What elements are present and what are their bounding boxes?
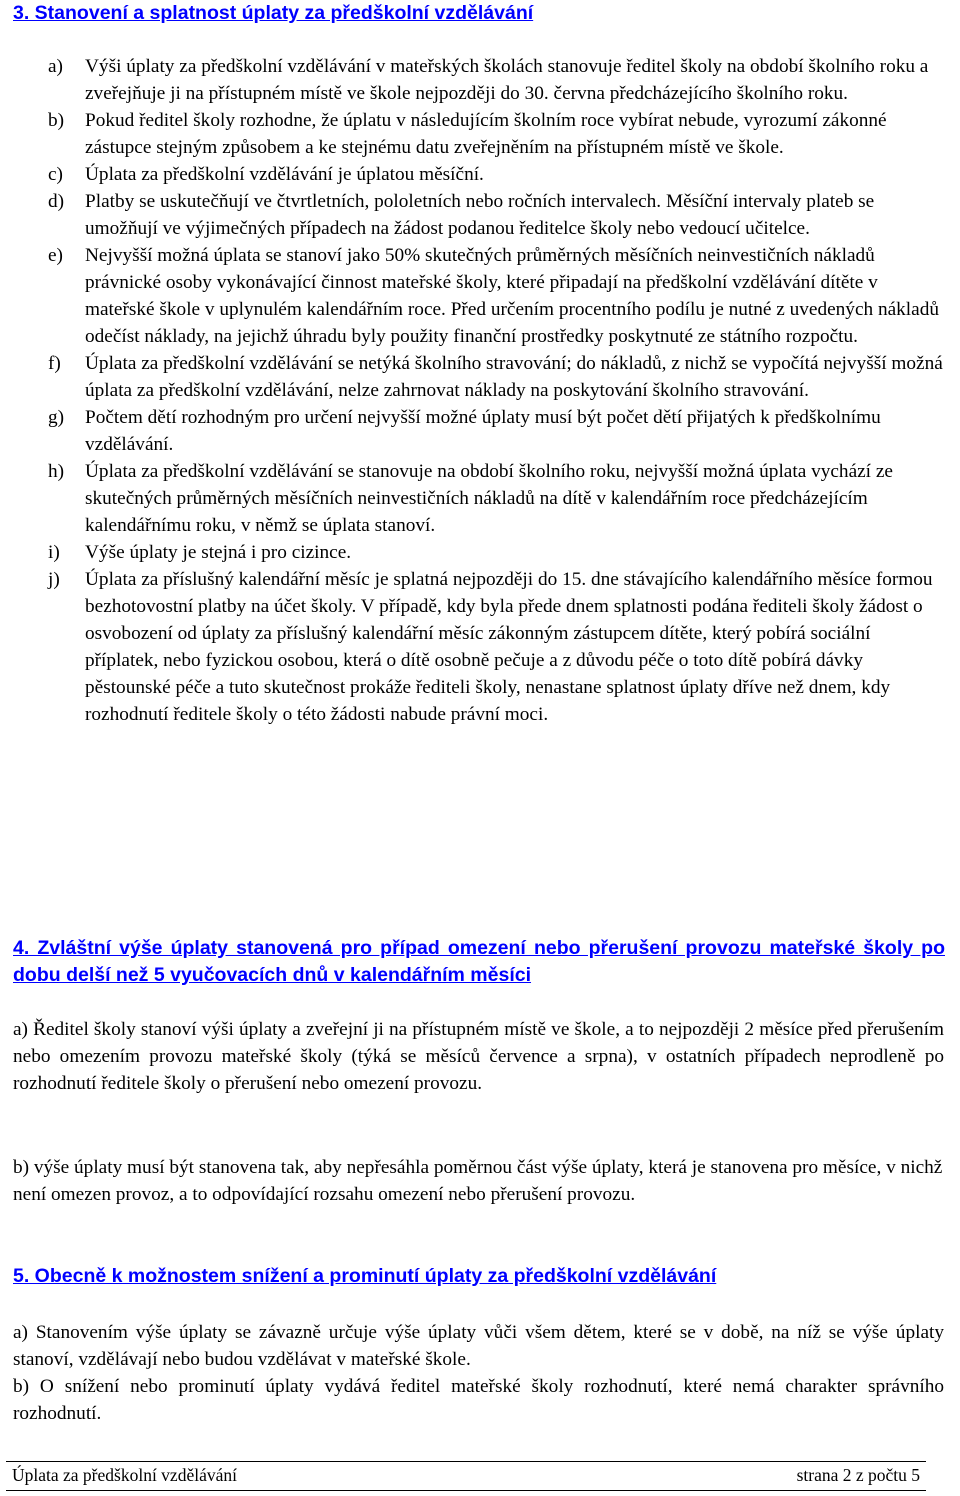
list-item <box>48 350 945 404</box>
section-4-heading: 4. Zvláštní výše úplaty stanovená pro případ omezení nebo přerušení provozu mateřské školy po dobu delší než 5 vyučovacích dnů v kalendářním měsíci <box>13 937 945 986</box>
list-item <box>48 539 945 566</box>
list-marker: d) <box>48 191 65 212</box>
list-marker: a) <box>48 56 63 77</box>
list-item <box>48 161 945 188</box>
list-item-text: Pokud ředitel školy rozhodne, že úplatu v následujícím školním roce vybírat nebude, vyrozumí zákonné zástupce stejným způsobem a ke stejnému datu zveřejněním na přístupném místě ve škole. <box>85 110 887 158</box>
list-item-text: Úplata za předškolní vzdělávání je úplatou měsíční. <box>85 164 484 185</box>
section-4-paragraph-a: a) Ředitel školy stanoví výši úplaty a zveřejní ji na přístupném místě ve škole, a to nejpozději 2 měsíce před přerušením nebo omezením provozu mateřské školy (týká se měsíců července a srpna), v ostatních případech neprodleně po rozhodnutí ředitele školy o přerušení nebo omezení provozu. <box>13 1019 944 1094</box>
list-marker: c) <box>48 164 63 185</box>
section-3-heading: 3. Stanovení a splatnost úplaty za předškolní vzdělávání <box>13 2 534 24</box>
section-5-paragraph-a: a) Stanovením výše úplaty se závazně určuje výše úplaty vůči všem dětem, které se v době, na níž se výše úplaty stanoví, vzdělávají nebo budou vzdělávat v mateřské škole. <box>13 1322 944 1370</box>
section-3-list <box>48 53 945 728</box>
list-item-text: Výši úplaty za předškolní vzdělávání v mateřských školách stanovuje ředitel školy na období školního roku a zveřejňuje ji na přístupném místě ve škole nejpozději do 30. června předcházejícího školního roku. <box>85 56 929 104</box>
section-5-heading: 5. Obecně k možnostem snížení a prominutí úplaty za předškolní vzdělávání <box>13 1265 717 1287</box>
list-item <box>48 458 945 539</box>
list-marker: h) <box>48 461 65 482</box>
list-item <box>48 188 945 242</box>
list-marker: b) <box>48 110 65 131</box>
list-item <box>48 53 945 107</box>
footer-page-number: strana 2 z počtu 5 <box>796 1465 920 1485</box>
footer-document-title: Úplata za předškolní vzdělávání <box>12 1465 237 1485</box>
list-item <box>48 566 945 728</box>
list-item <box>48 404 945 458</box>
list-marker: g) <box>48 407 65 428</box>
section-4-paragraph-b: b) výše úplaty musí být stanovena tak, aby nepřesáhla poměrnou část výše úplaty, která je stanovena pro měsíce, v nichž není omezen provoz, a to odpovídající rozsahu omezení nebo přerušení provozu. <box>13 1157 943 1205</box>
list-item-text: Výše úplaty je stejná i pro cizince. <box>85 542 352 563</box>
list-item-text: Nejvyšší možná úplata se stanoví jako 50% skutečných průměrných měsíčních neinvestičních nákladů právnické osoby vykonávající činnost mateřské školy, které připadají na předškolní vzdělávání dítěte v mateřské škole v uplynulém kalendářním roce. Před určením procentního podílu je nutné z uvedených nákladů odečíst náklady, na jejichž úhradu byly použity finanční prostředky poskytnuté ze státního rozpočtu. <box>85 245 940 347</box>
list-item-text: Počtem dětí rozhodným pro určení nejvyšší možné úplaty musí být počet dětí přijatých k předškolnímu vzdělávání. <box>85 407 881 455</box>
page-footer <box>6 1461 926 1491</box>
list-item-text: Úplata za příslušný kalendářní měsíc je splatná nejpozději do 15. dne stávajícího kalendářního měsíce formou bezhotovostní platby na účet školy. V případě, kdy byla přede dnem splatnosti podána řediteli školy žádost o osvobození od úplaty za příslušný kalendářní měsíc zákonným zástupcem dítěte, který pobírá sociální příplatek, nebo fyzickou osobou, která o dítě osobně pečuje a z důvodu péče o toto dítě pobírá dávky pěstounské péče a tuto skutečnost prokáže řediteli školy, nenastane splatnost úplaty dříve než dnem, kdy rozhodnutí ředitele školy o této žádosti nabude právní moci. <box>85 569 933 725</box>
list-item <box>48 107 945 161</box>
list-marker: i) <box>48 542 60 563</box>
list-item <box>48 242 945 350</box>
list-item-text: Úplata za předškolní vzdělávání se stanovuje na období školního roku, nejvyšší možná úplata vychází ze skutečných průměrných měsíčních neinvestičních nákladů na dítě v kalendářním roce předcházejícím kalendářnímu roku, v němž se úplata stanoví. <box>85 461 893 536</box>
list-marker: j) <box>48 569 60 590</box>
list-marker: f) <box>48 353 61 374</box>
list-item-text: Úplata za předškolní vzdělávání se netýká školního stravování; do nákladů, z nichž se vypočítá nejvyšší možná úplata za předškolní vzdělávání, nelze zahrnovat náklady na poskytování školního stravování. <box>85 353 943 401</box>
list-item-text: Platby se uskutečňují ve čtvrtletních, pololetních nebo ročních intervalech. Měsíční intervaly plateb se umožňují ve výjimečných případech na žádost podanou ředitelce školy nebo vedoucí učitelce. <box>85 191 875 239</box>
section-5-paragraph-b: b) O snížení nebo prominutí úplaty vydává ředitel mateřské školy rozhodnutí, které nemá charakter správního rozhodnutí. <box>13 1376 944 1424</box>
list-marker: e) <box>48 245 63 266</box>
